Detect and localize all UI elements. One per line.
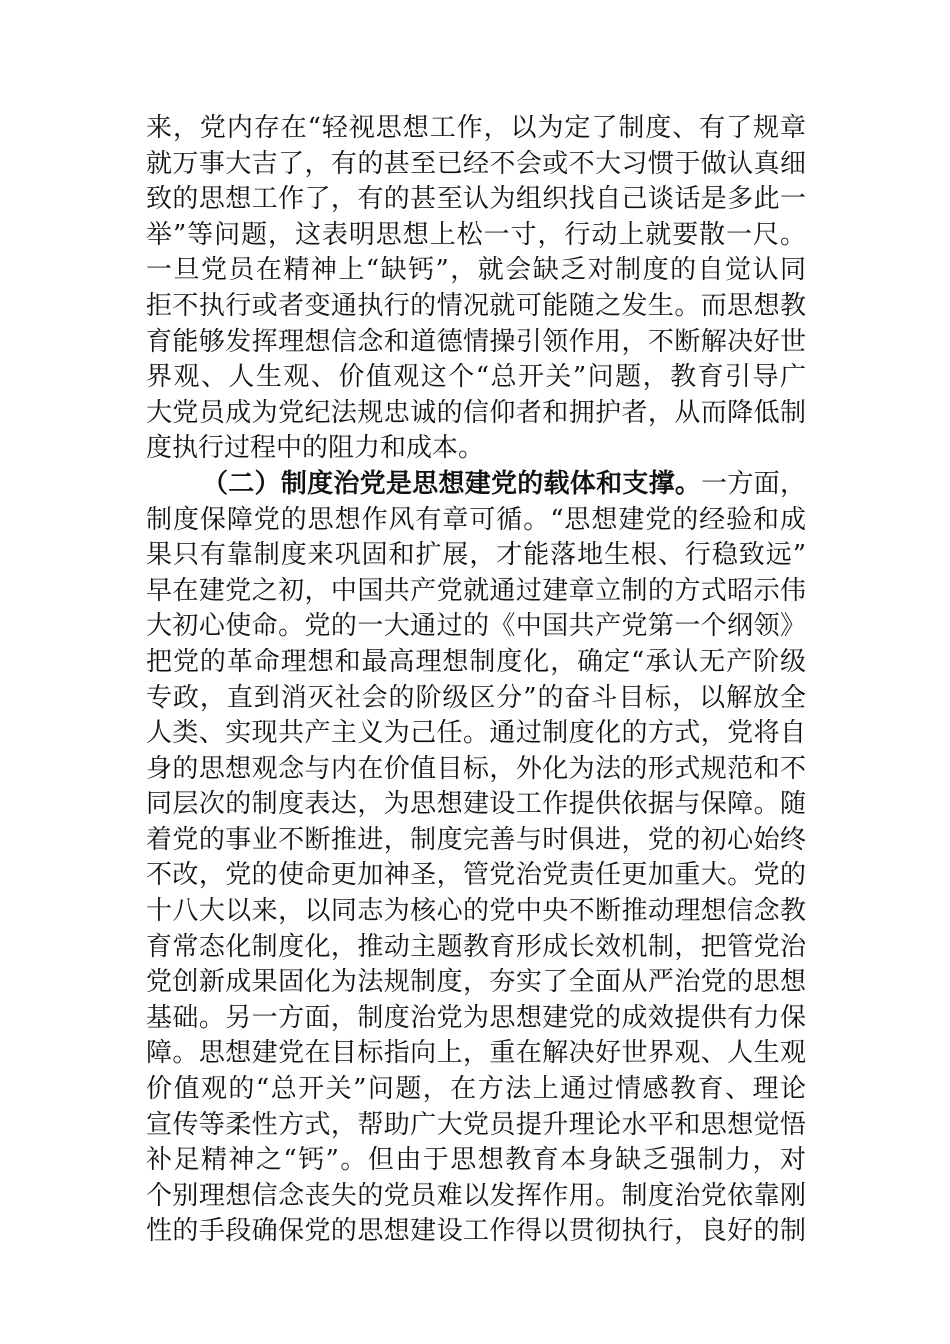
text-line: 大党员成为党纪法规忠诚的信仰者和拥护者，从而降低制 [146, 397, 806, 428]
text-line: 大初心使命。党的一大通过的《中国共产党第一个纲领》 [146, 611, 806, 642]
text-line: 专政，直到消灭社会的阶级区分”的奋斗目标，以解放全 [146, 682, 806, 713]
text-line: 举”等问题，这表明思想上松一寸，行动上就要散一尺。 [146, 219, 806, 250]
text-line: 障。思想建党在目标指向上，重在解决好世界观、人生观 [146, 1038, 806, 1069]
text-line: 度执行过程中的阻力和成本。 [146, 433, 485, 464]
text-line: 致的思想工作了，有的甚至认为组织找自己谈话是多此一 [146, 184, 806, 215]
text-line: 党创新成果固化为法规制度，夯实了全面从严治党的思想 [146, 967, 806, 998]
text-line: 身的思想观念与内在价值目标，外化为法的形式规范和不 [146, 753, 806, 784]
text-line: 基础。另一方面，制度治党为思想建党的成效提供有力保 [146, 1002, 806, 1033]
text-line: 宣传等柔性方式，帮助广大党员提升理论水平和思想觉悟 [146, 1109, 806, 1140]
section-heading-line [146, 467, 806, 503]
body-text [146, 111, 806, 1286]
text-line: 拒不执行或者变通执行的情况就可能随之发生。而思想教 [146, 290, 806, 321]
text-line: 同层次的制度表达，为思想建设工作提供依据与保障。随 [146, 789, 806, 820]
text-run: 一方面， [701, 468, 806, 499]
text-line: 补足精神之“钙”。但由于思想教育本身缺乏强制力，对 [146, 1145, 806, 1176]
text-line: 果只有靠制度来巩固和扩展，才能落地生根、行稳致远” [146, 540, 806, 571]
text-line: 不改，党的使命更加神圣，管党治党责任更加重大。党的 [146, 860, 806, 891]
text-line: 性的手段确保党的思想建设工作得以贯彻执行，良好的制 [146, 1216, 806, 1247]
text-line: 育能够发挥理想信念和道德情操引领作用，不断解决好世 [146, 326, 806, 357]
text-line [146, 1250, 806, 1286]
section-heading: （二）制度治党是思想建党的载体和支撑。 [202, 468, 702, 499]
text-line: 把党的革命理想和最高理想制度化，确定“承认无产阶级 [146, 646, 806, 677]
text-line: 早在建党之初，中国共产党就通过建章立制的方式昭示伟 [146, 575, 806, 606]
text-line: 着党的事业不断推进，制度完善与时俱进，党的初心始终 [146, 824, 806, 855]
text-line: 一旦党员在精神上“缺钙”，就会缺乏对制度的自觉认同 [146, 255, 806, 286]
text-line: 十八大以来，以同志为核心的党中央不断推动理想信念教 [146, 896, 806, 927]
text-line: 界观、人生观、价值观这个“总开关”问题，教育引导广 [146, 362, 806, 393]
text-line: 来，党内存在“轻视思想工作，以为定了制度、有了规章 [146, 113, 806, 143]
text-line: 育常态化制度化，推动主题教育形成长效机制，把管党治 [146, 931, 806, 962]
text-line: 就万事大吉了，有的甚至已经不会或不大习惯于做认真细 [146, 148, 806, 179]
text-line: 人类、实现共产主义为己任。通过制度化的方式，党将自 [146, 718, 806, 749]
text-line: 制度保障党的思想作风有章可循。“思想建党的经验和成 [146, 504, 806, 535]
text-line: 价值观的“总开关”问题，在方法上通过情感教育、理论 [146, 1074, 806, 1105]
text-line: 个别理想信念丧失的党员难以发挥作用。制度治党依靠刚 [146, 1180, 806, 1211]
